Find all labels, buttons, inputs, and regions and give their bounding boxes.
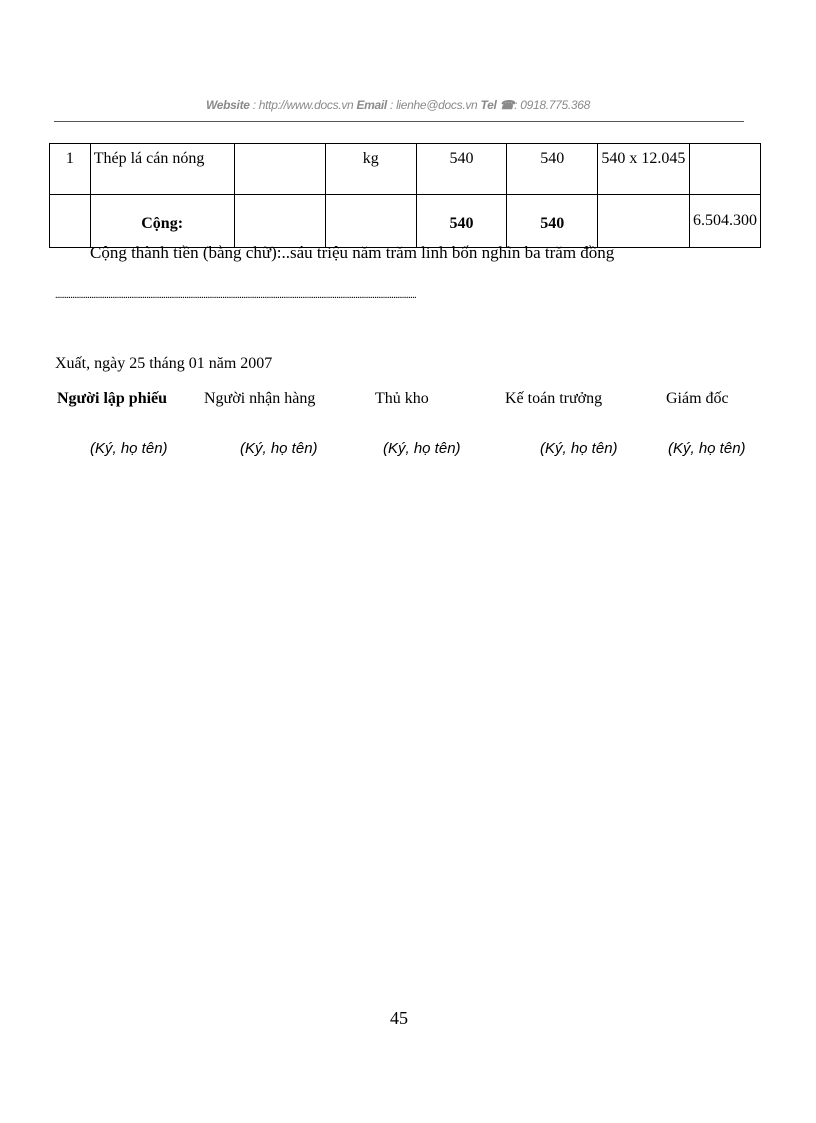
cell-empty [50,195,91,248]
page-number: 45 [390,1008,408,1028]
total-qty-requested: 540 [416,195,506,248]
cell-empty [598,195,690,248]
page-header [0,98,796,112]
signature-note-chief-accountant: (Ký, họ tên) [540,440,618,457]
dotted-line: .............................................................................................................................................................................................. [55,290,417,301]
tel-label: Tel ☎ [480,98,515,112]
cell-stt: 1 [50,144,91,195]
signature-title-chief-accountant: Kế toán trưởng [505,390,603,407]
total-amount: 6.504.300 [689,195,760,248]
table-total-row [50,195,761,248]
cell-item-code [234,144,325,195]
amount-in-words: Cộng thành tiền (bằng chữ):..sáu triệu năm trăm linh bốn nghìn ba trăm đồng [90,243,615,262]
signature-title-storekeeper: Thủ kho [375,390,429,407]
cell-qty-actual: 540 [507,144,598,195]
signature-note-storekeeper: (Ký, họ tên) [383,440,461,457]
cell-qty-requested: 540 [416,144,506,195]
header-divider [54,121,744,122]
email-value: : lienhe@docs.vn [386,98,481,112]
website-value: : http://www.docs.vn [249,98,357,112]
cell-unit-price: 540 x 12.045 [598,144,690,195]
signature-title-director: Giám đốc [666,390,729,407]
email-label: Email [356,98,387,112]
cell-empty [234,195,325,248]
signature-note-preparer: (Ký, họ tên) [90,440,168,457]
signature-note-director: (Ký, họ tên) [668,440,746,457]
signature-title-preparer: Người lập phiếu [57,390,168,407]
website-label: Website [205,98,250,112]
total-label: Cộng: [90,195,234,248]
cell-amount [689,144,760,195]
table-row [50,144,761,195]
total-qty-actual: 540 [507,195,598,248]
signature-title-receiver: Người nhận hàng [204,390,316,407]
goods-table [49,143,761,248]
cell-unit: kg [325,144,416,195]
cell-empty [325,195,416,248]
signature-note-receiver: (Ký, họ tên) [240,440,318,457]
tel-value: : 0918.775.368 [514,98,591,112]
cell-item-name: Thép lá cán nóng [90,144,234,195]
date-line: Xuất, ngày 25 tháng 01 năm 2007 [55,355,273,372]
